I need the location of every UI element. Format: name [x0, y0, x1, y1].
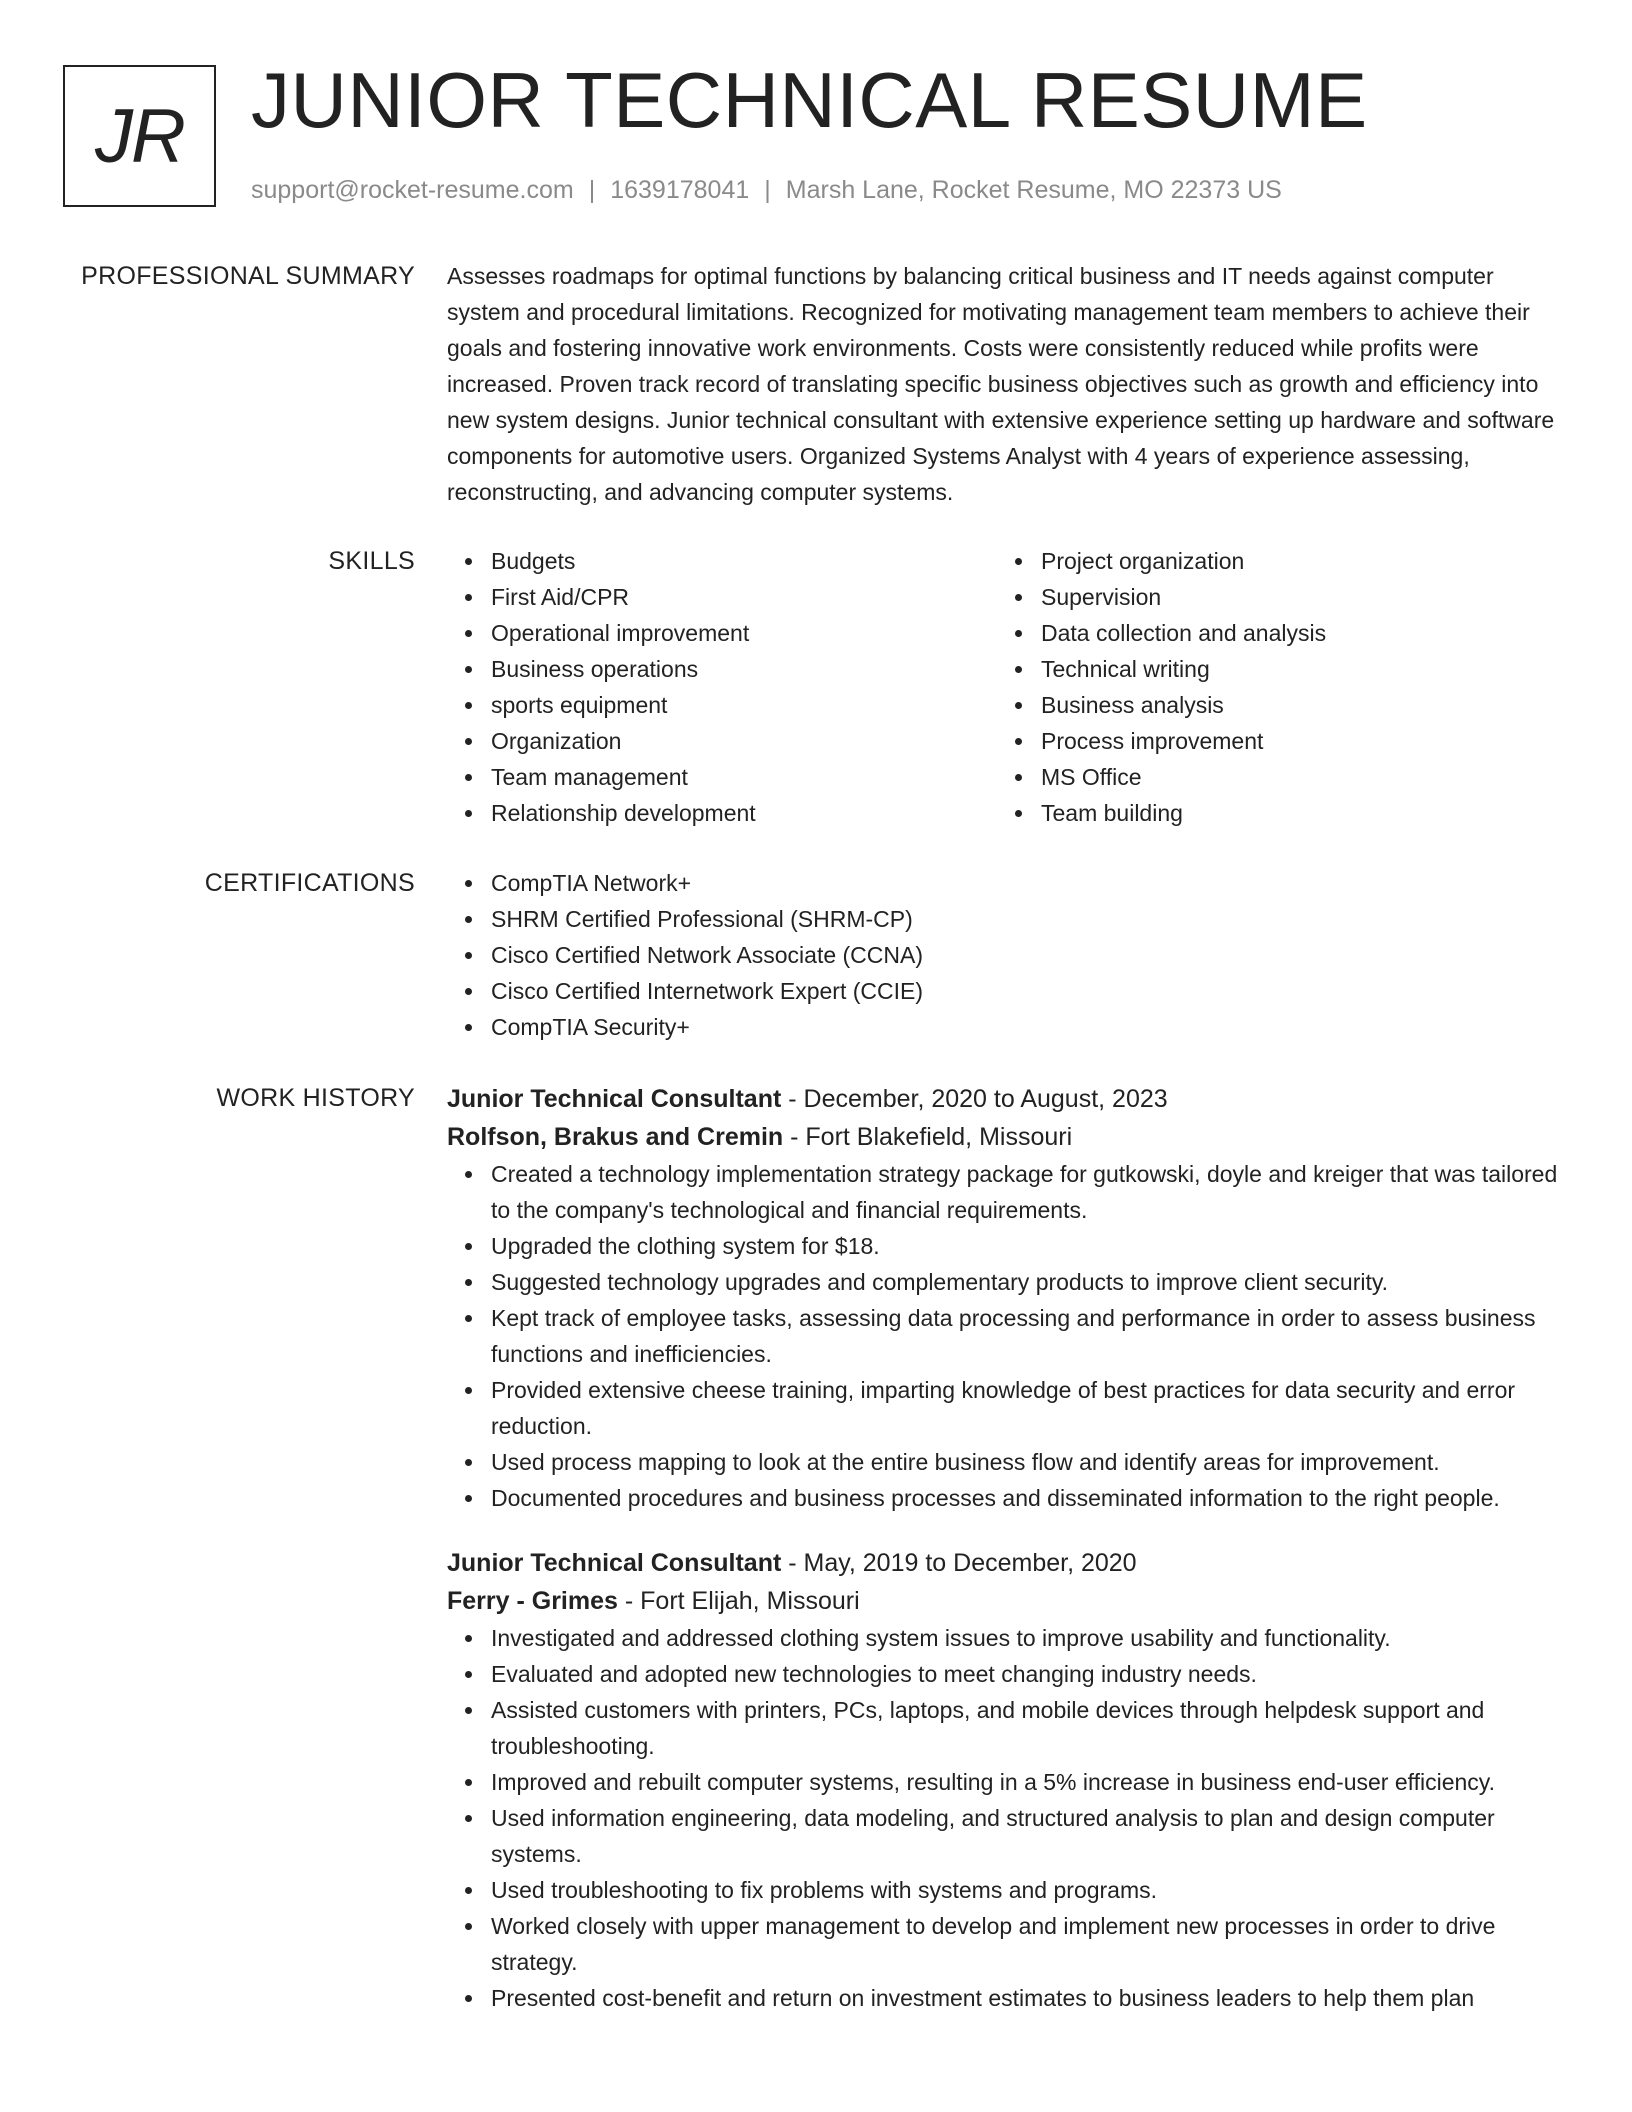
list-item: Assisted customers with printers, PCs, laptops, and mobile devices through helpdesk support and troubleshooting.	[447, 1692, 1567, 1764]
job-company-line	[447, 1118, 1567, 1156]
job-dates: - December, 2020 to August, 2023	[781, 1085, 1168, 1113]
section-title-certifications: CERTIFICATIONS	[204, 869, 415, 897]
list-item: Business analysis	[997, 687, 1547, 723]
job-entry	[447, 1544, 1567, 2016]
job-dates: - May, 2019 to December, 2020	[781, 1549, 1137, 1577]
skills-column-right	[997, 543, 1547, 831]
section-title-summary: PROFESSIONAL SUMMARY	[81, 262, 415, 290]
list-item: Kept track of employee tasks, assessing data processing and performance in order to assess business functions and inefficiencies.	[447, 1300, 1567, 1372]
list-item: Operational improvement	[447, 615, 997, 651]
section-title-work-history: WORK HISTORY	[216, 1084, 415, 1112]
list-item: Technical writing	[997, 651, 1547, 687]
list-item: Supervision	[997, 579, 1547, 615]
list-item: CompTIA Network+	[447, 865, 1567, 901]
list-item: Provided extensive cheese training, imparting knowledge of best practices for data security and error reduction.	[447, 1372, 1567, 1444]
contact-separator: |	[588, 176, 596, 204]
list-item: Organization	[447, 723, 997, 759]
list-item: Created a technology implementation strategy package for gutkowski, doyle and kreiger that was tailored to the company's technological and financial requirements.	[447, 1156, 1567, 1228]
certifications-list	[447, 865, 1567, 1045]
list-item: SHRM Certified Professional (SHRM-CP)	[447, 901, 1567, 937]
list-item: Presented cost-benefit and return on investment estimates to business leaders to help them plan	[447, 1980, 1567, 2016]
list-item: Investigated and addressed clothing system issues to improve usability and functionality.	[447, 1620, 1567, 1656]
list-item: Relationship development	[447, 795, 997, 831]
jobs-container	[447, 1080, 1567, 2044]
contact-email: support@rocket-resume.com	[251, 176, 574, 204]
job-bullets	[447, 1156, 1567, 1516]
list-item: Process improvement	[997, 723, 1547, 759]
list-item: Upgraded the clothing system for $18.	[447, 1228, 1567, 1264]
list-item: Cisco Certified Internetwork Expert (CCIE)	[447, 973, 1567, 1009]
job-company: Ferry - Grimes	[447, 1587, 618, 1615]
list-item: Worked closely with upper management to develop and implement new processes in order to drive strategy.	[447, 1908, 1567, 1980]
job-bullets	[447, 1620, 1567, 2016]
list-item: MS Office	[997, 759, 1547, 795]
list-item: Team management	[447, 759, 997, 795]
monogram-badge: JR	[63, 65, 216, 207]
list-item: Cisco Certified Network Associate (CCNA)	[447, 937, 1567, 973]
contact-line	[251, 172, 1282, 208]
job-role-line	[447, 1080, 1567, 1118]
list-item: Suggested technology upgrades and complementary products to improve client security.	[447, 1264, 1567, 1300]
list-item: CompTIA Security+	[447, 1009, 1567, 1045]
job-role-line	[447, 1544, 1567, 1582]
job-entry	[447, 1080, 1567, 1516]
list-item: Improved and rebuilt computer systems, resulting in a 5% increase in business end-user efficiency.	[447, 1764, 1567, 1800]
list-item: Business operations	[447, 651, 997, 687]
list-item: Project organization	[997, 543, 1547, 579]
job-role: Junior Technical Consultant	[447, 1549, 782, 1577]
list-item: Data collection and analysis	[997, 615, 1547, 651]
list-item: Used information engineering, data modeling, and structured analysis to plan and design computer systems.	[447, 1800, 1567, 1872]
resume-title: JUNIOR TECHNICAL RESUME	[251, 56, 1368, 144]
contact-separator: |	[764, 176, 771, 204]
list-item: sports equipment	[447, 687, 997, 723]
list-item: Evaluated and adopted new technologies to meet changing industry needs.	[447, 1656, 1567, 1692]
contact-address: Marsh Lane, Rocket Resume, MO 22373 US	[785, 176, 1282, 204]
list-item: Used process mapping to look at the entire business flow and identify areas for improvement.	[447, 1444, 1567, 1480]
job-location: - Fort Elijah, Missouri	[617, 1587, 860, 1615]
job-company-line	[447, 1582, 1567, 1620]
section-title-skills: SKILLS	[328, 547, 415, 575]
summary-text: Assesses roadmaps for optimal functions by balancing critical business and IT needs against computer system and procedural limitations. Recognized for motivating management team members to achieve their goals and fostering innovative work environments. Costs were consistently reduced while profits were increased. Proven track record of translating specific business objectives such as growth and efficiency into new system designs. Junior technical consultant with extensive experience setting up hardware and software components for automotive users. Organized Systems Analyst with 4 years of experience assessing, reconstructing, and advancing computer systems.	[447, 263, 1555, 505]
skills-column-left	[447, 543, 997, 831]
list-item: Used troubleshooting to fix problems with systems and programs.	[447, 1872, 1567, 1908]
skills-grid	[447, 543, 1567, 831]
job-role: Junior Technical Consultant	[447, 1085, 782, 1113]
contact-phone: 1639178041	[610, 176, 750, 204]
list-item: First Aid/CPR	[447, 579, 997, 615]
job-company: Rolfson, Brakus and Cremin	[447, 1123, 784, 1151]
list-item: Documented procedures and business processes and disseminated information to the right people.	[447, 1480, 1567, 1516]
job-location: - Fort Blakefield, Missouri	[783, 1123, 1073, 1151]
list-item: Budgets	[447, 543, 997, 579]
list-item: Team building	[997, 795, 1547, 831]
